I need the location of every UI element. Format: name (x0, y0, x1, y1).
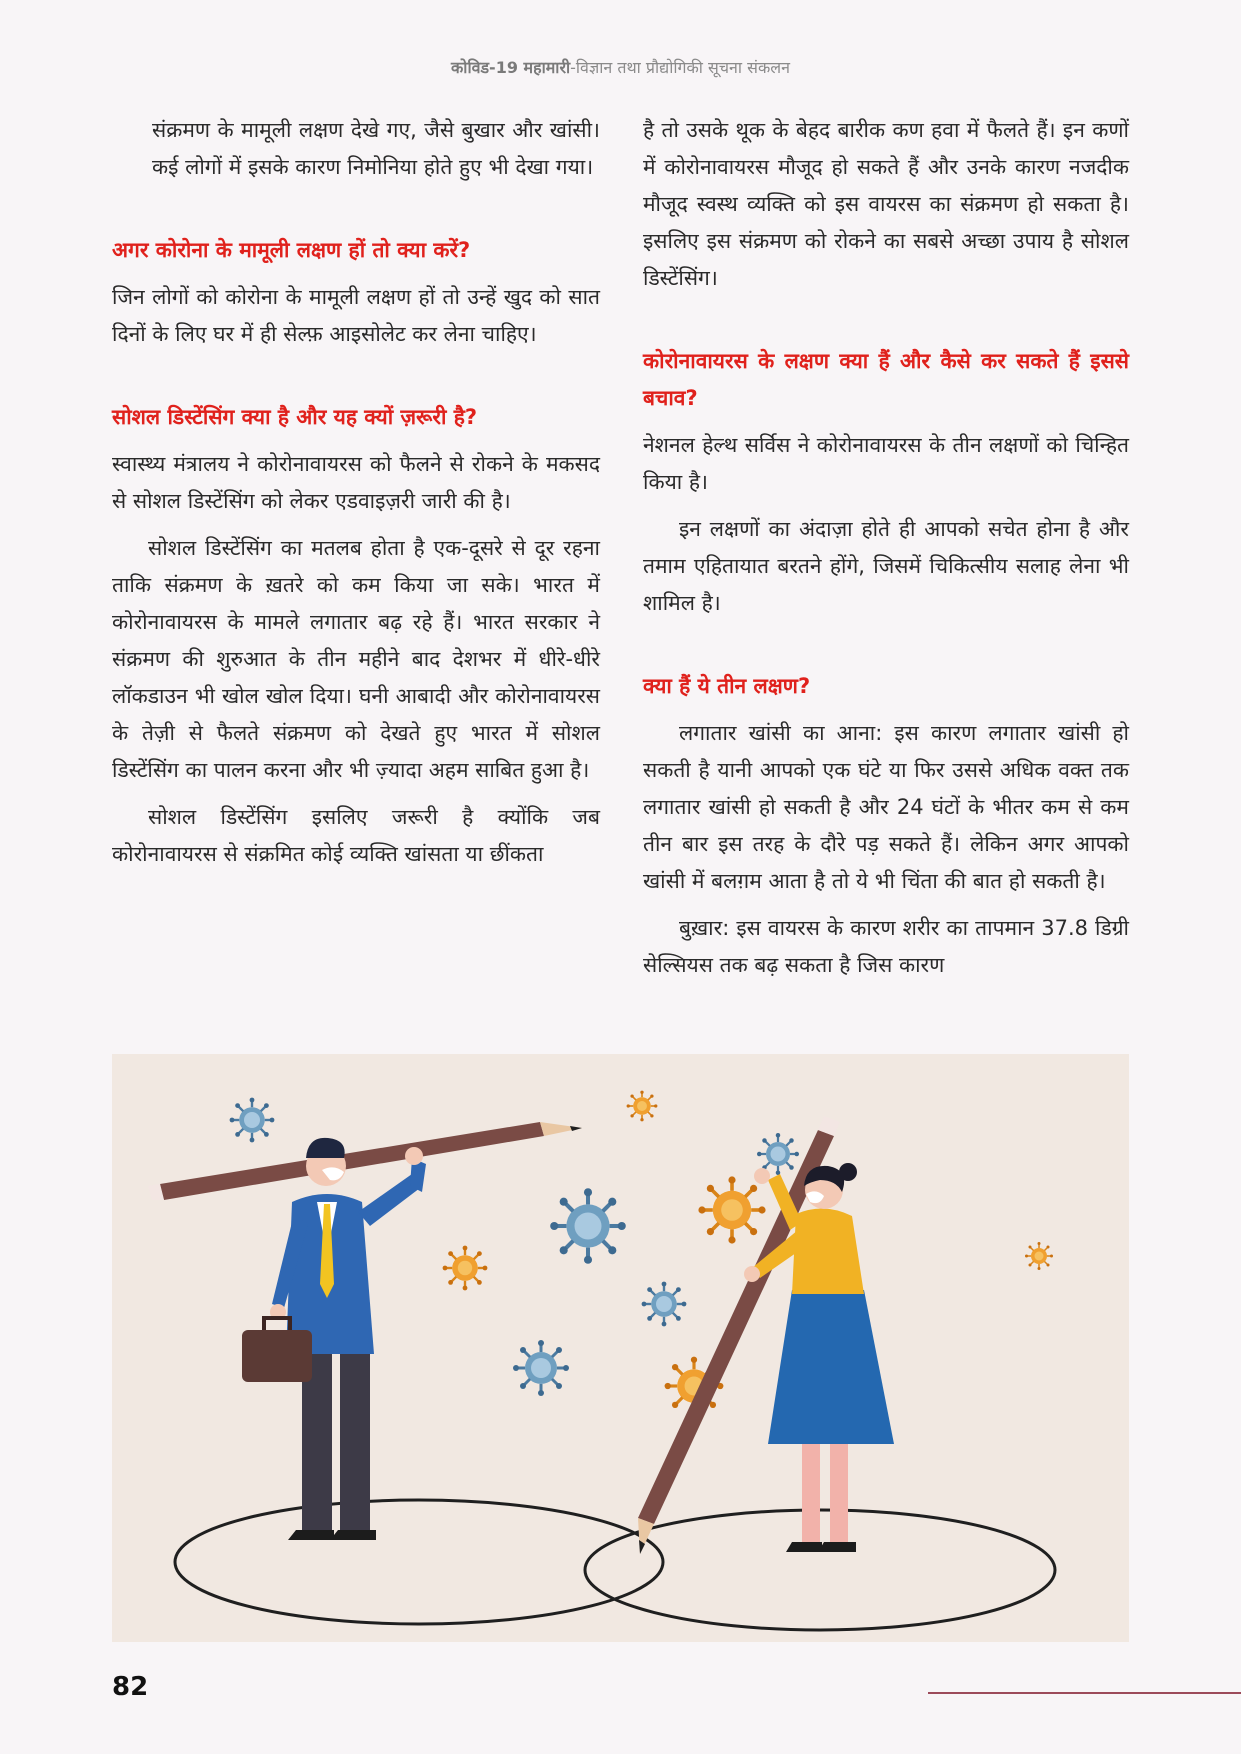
virus-icon (627, 1091, 658, 1122)
paragraph: लगातार खांसी का आना: इस कारण लगातार खांसी हो सकती है यानी आपको एक घंटे या फिर उससे अधिक वक्त तक लगातार खांसी हो सकती है और 24 घंटों के भीतर कम से कम तीन बार इस तरह के दौरे पड़ सकते हैं। लेकिन अगर आपको खांसी में बलग़म आता है तो ये भी चिंता की बात हो सकती है। (643, 721, 1129, 893)
section-heading: सोशल डिस्टेंसिंग क्या है और यह क्यों ज़रूरी है? (112, 405, 478, 429)
virus-icon (550, 1188, 626, 1264)
right-column (643, 112, 1129, 984)
virus-icon (230, 1098, 275, 1143)
page-number: 82 (112, 1672, 149, 1702)
running-header (0, 56, 1241, 78)
virus-icon (1025, 1242, 1053, 1270)
virus-icon (698, 1176, 765, 1243)
footer-rule (928, 1692, 1241, 1694)
header-bold: कोविड-19 महामारी (451, 58, 571, 77)
paragraph: बुख़ार: इस वायरस के कारण शरीर का तापमान 37.8 डिग्री सेल्सियस तक बढ़ सकता है जिस कारण (643, 916, 1129, 977)
distance-circle-left (175, 1500, 663, 1624)
left-column (112, 112, 600, 873)
section-heading: अगर कोरोना के मामूली लक्षण हों तो क्या करें? (112, 238, 471, 262)
social-distancing-illustration (112, 1054, 1129, 1642)
header-rest: -विज्ञान तथा प्रौद्योगिकी सूचना संकलन (570, 58, 790, 77)
paragraph: संक्रमण के मामूली लक्षण देखे गए, जैसे बुखार और खांसी। कई लोगों में इसके कारण निमोनिया होते हुए भी देखा गया। (152, 118, 600, 179)
virus-icon (443, 1246, 488, 1291)
paragraph: स्वास्थ्य मंत्रालय ने कोरोनावायरस को फैलने से रोकने के मकसद से सोशल डिस्टेंसिंग को लेकर एडवाइज़री जारी की है। (112, 452, 600, 513)
paragraph: इन लक्षणों का अंदाज़ा होते ही आपको सचेत होना है और तमाम एहितायात बरतने होंगे, जिसमें चिकित्सीय सलाह लेना भी शामिल है। (643, 517, 1129, 615)
paragraph: सोशल डिस्टेंसिंग का मतलब होता है एक-दूसरे से दूर रहना ताकि संक्रमण के ख़तरे को कम किया जा सके। भारत में कोरोनावायरस के मामले लगातार बढ़ रहे हैं। भारत सरकार ने संक्रमण की शुरुआत के तीन महीने बाद देशभर में धीरे-धीरे लॉकडाउन भी खोल खोल दिया। घनी आबादी और कोरोनावायरस के तेज़ी से फैलते संक्रमण को देखते हुए भारत में सोशल डिस्टेंसिंग का पालन करना और भी ज़्यादा अहम साबित हुआ है। (112, 536, 600, 782)
virus-icon (513, 1340, 569, 1396)
man-figure (148, 1122, 582, 1540)
illustration-svg (112, 1054, 1129, 1642)
paragraph: जिन लोगों को कोरोना के मामूली लक्षण हों तो उन्हें खुद को सात दिनों के लिए घर में ही सेल्फ़ आइसोलेट कर लेना चाहिए। (112, 285, 600, 346)
paragraph: नेशनल हेल्थ सर्विस ने कोरोनावायरस के तीन लक्षणों को चिन्हित किया है। (643, 433, 1129, 494)
section-heading: कोरोनावायरस के लक्षण क्या हैं और कैसे कर सकते हैं इससे बचाव? (643, 349, 1129, 410)
virus-icon (642, 1282, 687, 1327)
paragraph: है तो उसके थूक के बेहद बारीक कण हवा में फैलते हैं। इन कणों में कोरोनावायरस मौजूद हो सकते हैं और उनके कारण नजदीक मौजूद स्वस्थ व्यक्ति को इस वायरस का संक्रमण हो सकता है। इसलिए इस संक्रमण को रोकने का सबसे अच्छा उपाय है सोशल डिस्टेंसिंग। (643, 118, 1129, 290)
woman-figure (638, 1116, 894, 1554)
section-heading: क्या हैं ये तीन लक्षण? (643, 674, 811, 698)
paragraph: सोशल डिस्टेंसिंग इसलिए जरूरी है क्योंकि जब कोरोनावायरस से संक्रमित कोई व्यक्ति खांसता या छींकता (112, 805, 600, 866)
